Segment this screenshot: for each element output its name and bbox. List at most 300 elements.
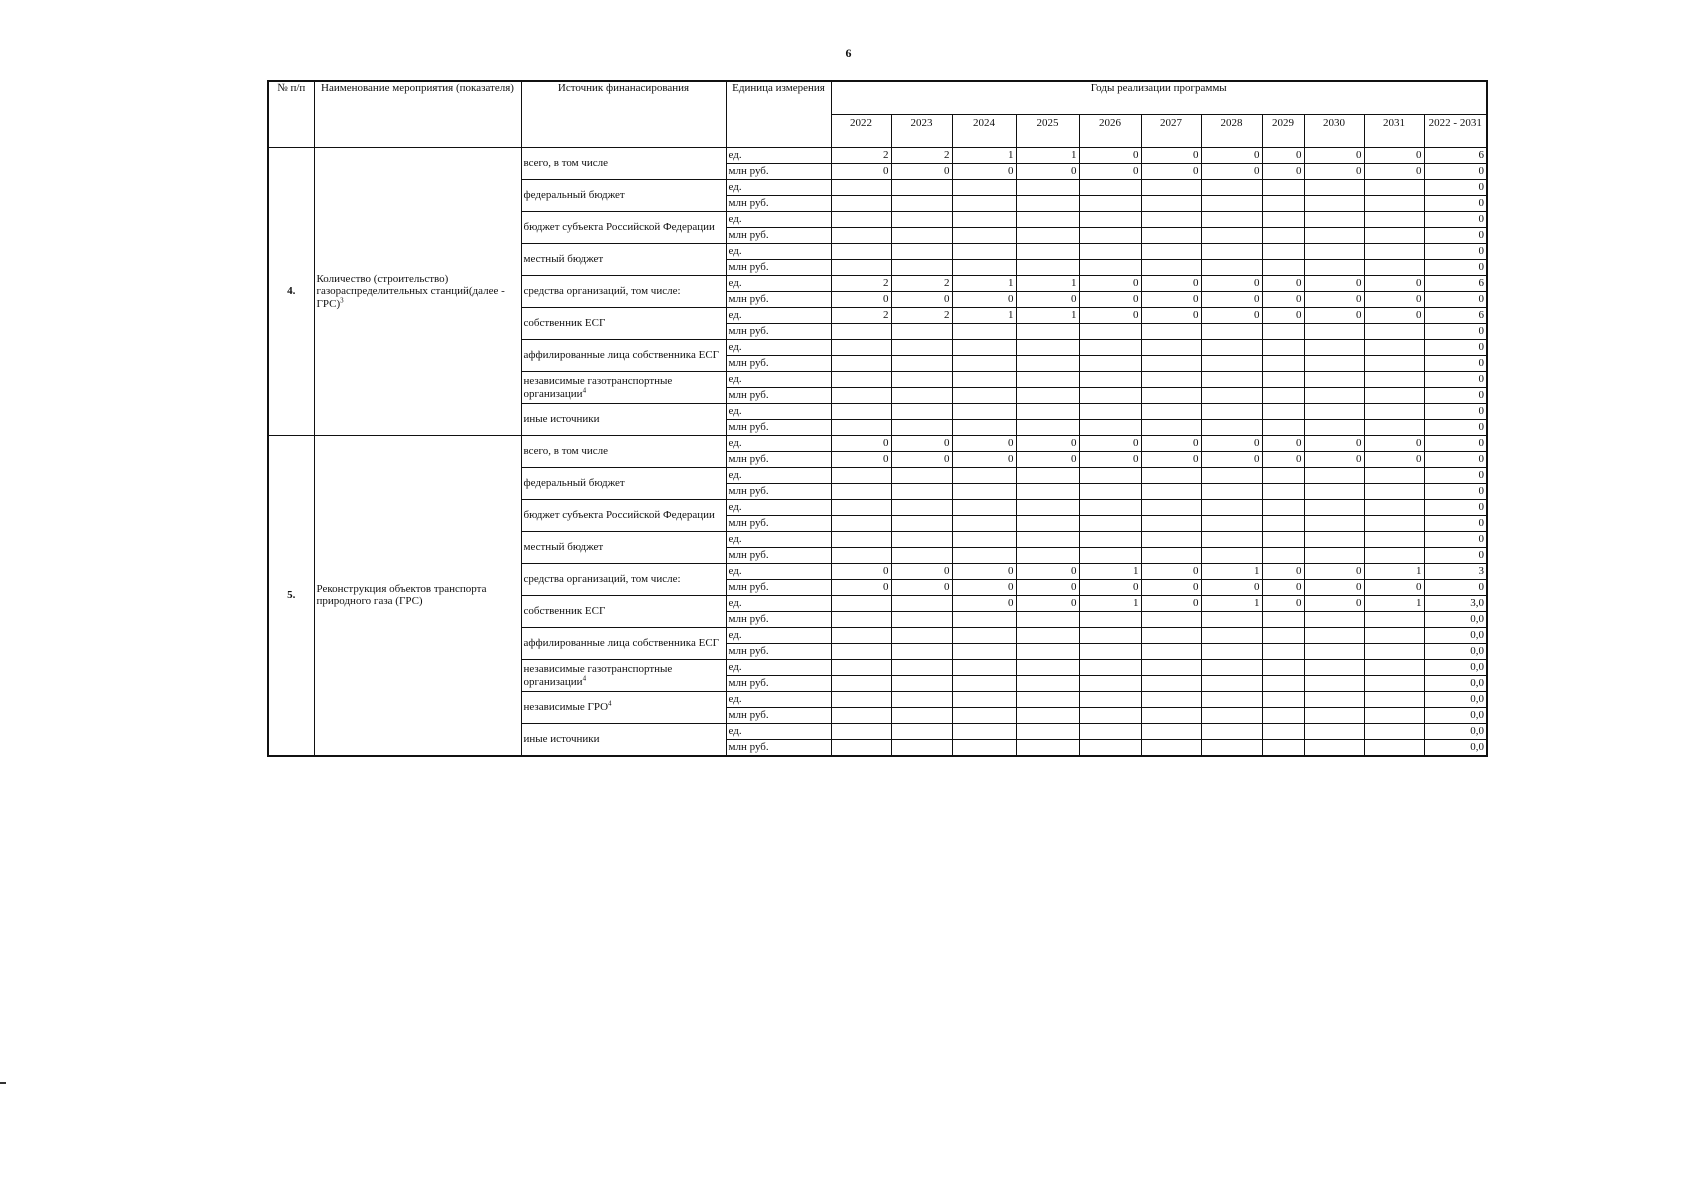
program-table [267, 80, 1488, 757]
value-cell: 0 [891, 292, 952, 308]
value-cell [891, 548, 952, 564]
source-label: собственник ЕСГ [523, 317, 606, 330]
value-cell: 0 [1141, 452, 1201, 468]
value-cell [831, 420, 891, 436]
value-cell [1364, 196, 1424, 212]
value-cell [1141, 404, 1201, 420]
value-cell [1141, 676, 1201, 692]
value-cell: 0 [1201, 292, 1262, 308]
total-cell: 0 [1424, 164, 1487, 180]
value-cell [952, 548, 1016, 564]
source-label: аффилированные лица собственника ЕСГ [523, 637, 720, 650]
value-cell [891, 532, 952, 548]
value-cell: 0 [891, 436, 952, 452]
value-cell [1262, 212, 1304, 228]
source-cell [521, 404, 726, 436]
value-cell [1364, 516, 1424, 532]
source-label: иные источники [523, 733, 600, 746]
value-cell [1079, 212, 1141, 228]
value-cell [891, 724, 952, 740]
value-cell [1304, 340, 1364, 356]
value-cell [1201, 692, 1262, 708]
value-cell: 0 [1079, 308, 1141, 324]
value-cell [1262, 740, 1304, 756]
value-cell: 0 [1201, 276, 1262, 292]
value-cell [1079, 180, 1141, 196]
value-cell [952, 468, 1016, 484]
value-cell [1262, 548, 1304, 564]
value-cell [952, 356, 1016, 372]
source-label: иные источники [523, 413, 600, 426]
value-cell [1079, 356, 1141, 372]
value-cell [891, 324, 952, 340]
total-cell: 0 [1424, 404, 1487, 420]
value-cell: 0 [1304, 596, 1364, 612]
value-cell: 0 [1304, 292, 1364, 308]
source-label: средства организаций, том числе: [523, 573, 681, 586]
source-cell [521, 148, 726, 180]
value-cell [1079, 692, 1141, 708]
source-label: местный бюджет [523, 541, 604, 554]
header-source: Источник финанасирования [521, 81, 726, 148]
value-cell [831, 660, 891, 676]
value-cell [1079, 708, 1141, 724]
value-cell [1364, 228, 1424, 244]
value-cell: 0 [1141, 276, 1201, 292]
value-cell [1262, 692, 1304, 708]
value-cell [891, 340, 952, 356]
value-cell [1079, 644, 1141, 660]
section-title-cell [314, 148, 521, 436]
value-cell [1304, 260, 1364, 276]
source-cell [521, 532, 726, 564]
value-cell [1201, 724, 1262, 740]
value-cell [1304, 692, 1364, 708]
value-cell: 0 [1304, 580, 1364, 596]
value-cell: 0 [952, 596, 1016, 612]
source-footnote: 4 [582, 673, 587, 682]
value-cell [1304, 372, 1364, 388]
header-unit: Единица измерения [726, 81, 831, 148]
value-cell [1016, 660, 1079, 676]
value-cell [1262, 420, 1304, 436]
unit-cell: ед. [726, 692, 831, 708]
unit-cell: ед. [726, 596, 831, 612]
value-cell: 0 [1079, 148, 1141, 164]
value-cell [1304, 500, 1364, 516]
value-cell: 2 [831, 148, 891, 164]
value-cell [1201, 532, 1262, 548]
total-cell: 0 [1424, 500, 1487, 516]
unit-cell: млн руб. [726, 484, 831, 500]
value-cell [1079, 244, 1141, 260]
value-cell [1364, 644, 1424, 660]
value-cell: 0 [1201, 436, 1262, 452]
value-cell [1364, 708, 1424, 724]
value-cell [1262, 516, 1304, 532]
value-cell [1364, 692, 1424, 708]
value-cell [1141, 356, 1201, 372]
value-cell [1304, 724, 1364, 740]
value-cell: 0 [1141, 564, 1201, 580]
value-cell [831, 628, 891, 644]
value-cell [1364, 388, 1424, 404]
value-cell [1016, 196, 1079, 212]
value-cell [1364, 612, 1424, 628]
value-cell: 1 [952, 276, 1016, 292]
total-cell: 0 [1424, 548, 1487, 564]
value-cell [1079, 228, 1141, 244]
value-cell [1141, 532, 1201, 548]
value-cell [1262, 356, 1304, 372]
value-cell [1141, 388, 1201, 404]
value-cell [831, 516, 891, 532]
value-cell [1364, 244, 1424, 260]
value-cell [1141, 260, 1201, 276]
table-header [268, 81, 1487, 148]
value-cell [1201, 644, 1262, 660]
value-cell [952, 724, 1016, 740]
source-cell [521, 180, 726, 212]
value-cell: 0 [831, 164, 891, 180]
total-cell: 0,0 [1424, 644, 1487, 660]
value-cell [891, 212, 952, 228]
value-cell [1364, 340, 1424, 356]
value-cell [1364, 324, 1424, 340]
value-cell: 0 [1304, 308, 1364, 324]
value-cell [952, 340, 1016, 356]
unit-cell: млн руб. [726, 580, 831, 596]
value-cell: 1 [1201, 596, 1262, 612]
value-cell [1304, 356, 1364, 372]
value-cell [1016, 740, 1079, 756]
value-cell [1079, 740, 1141, 756]
source-cell [521, 276, 726, 308]
section-index: 5. [268, 436, 314, 756]
value-cell [891, 692, 952, 708]
value-cell [1201, 180, 1262, 196]
value-cell [831, 356, 891, 372]
value-cell [1304, 676, 1364, 692]
value-cell [831, 388, 891, 404]
unit-cell: ед. [726, 468, 831, 484]
value-cell [1201, 356, 1262, 372]
value-cell [891, 516, 952, 532]
value-cell [1201, 244, 1262, 260]
value-cell [1141, 228, 1201, 244]
value-cell [831, 260, 891, 276]
source-label: федеральный бюджет [523, 477, 625, 490]
value-cell: 0 [1364, 148, 1424, 164]
source-cell [521, 340, 726, 372]
value-cell [831, 324, 891, 340]
value-cell [1016, 228, 1079, 244]
value-cell [1304, 532, 1364, 548]
value-cell [1016, 676, 1079, 692]
unit-cell: ед. [726, 436, 831, 452]
value-cell [1079, 628, 1141, 644]
value-cell [1079, 420, 1141, 436]
value-cell [1079, 468, 1141, 484]
source-cell [521, 500, 726, 532]
total-cell: 0 [1424, 484, 1487, 500]
total-cell: 0,0 [1424, 612, 1487, 628]
unit-cell: млн руб. [726, 452, 831, 468]
value-cell [952, 260, 1016, 276]
unit-cell: млн руб. [726, 644, 831, 660]
total-cell: 0 [1424, 180, 1487, 196]
value-cell [1016, 724, 1079, 740]
total-cell: 0 [1424, 388, 1487, 404]
value-cell [831, 372, 891, 388]
value-cell: 0 [1141, 436, 1201, 452]
value-cell: 0 [1141, 580, 1201, 596]
table-row [268, 436, 1487, 452]
value-cell [1201, 660, 1262, 676]
value-cell [1364, 660, 1424, 676]
unit-cell: ед. [726, 564, 831, 580]
value-cell [1141, 244, 1201, 260]
value-cell [1016, 628, 1079, 644]
value-cell [831, 468, 891, 484]
value-cell [1016, 708, 1079, 724]
value-cell [1016, 516, 1079, 532]
header-year: 2022 - 2031 [1424, 115, 1487, 148]
unit-cell: ед. [726, 404, 831, 420]
value-cell: 2 [891, 276, 952, 292]
value-cell [1016, 244, 1079, 260]
value-cell [1364, 740, 1424, 756]
value-cell [1201, 516, 1262, 532]
value-cell: 0 [1141, 308, 1201, 324]
header-year: 2030 [1304, 115, 1364, 148]
value-cell: 1 [1364, 564, 1424, 580]
value-cell [1364, 676, 1424, 692]
value-cell [1364, 180, 1424, 196]
source-cell [521, 308, 726, 340]
value-cell [1262, 340, 1304, 356]
value-cell [1079, 532, 1141, 548]
value-cell: 2 [831, 276, 891, 292]
value-cell [1201, 468, 1262, 484]
unit-cell: млн руб. [726, 164, 831, 180]
value-cell [1201, 260, 1262, 276]
value-cell [1262, 644, 1304, 660]
source-label: всего, в том числе [523, 157, 609, 170]
value-cell [1262, 676, 1304, 692]
value-cell [1304, 740, 1364, 756]
value-cell [1262, 660, 1304, 676]
value-cell: 0 [1364, 308, 1424, 324]
unit-cell: млн руб. [726, 740, 831, 756]
value-cell [1364, 212, 1424, 228]
value-cell [1141, 724, 1201, 740]
value-cell: 0 [1079, 452, 1141, 468]
value-cell [1201, 420, 1262, 436]
unit-cell: ед. [726, 532, 831, 548]
value-cell [1141, 644, 1201, 660]
value-cell [1262, 612, 1304, 628]
value-cell: 0 [1304, 148, 1364, 164]
value-cell [1201, 212, 1262, 228]
value-cell [1016, 404, 1079, 420]
value-cell [952, 404, 1016, 420]
value-cell [831, 692, 891, 708]
value-cell [831, 532, 891, 548]
value-cell [1304, 484, 1364, 500]
value-cell: 0 [952, 452, 1016, 468]
value-cell [1262, 500, 1304, 516]
unit-cell: ед. [726, 660, 831, 676]
value-cell: 0 [891, 452, 952, 468]
value-cell [891, 644, 952, 660]
value-cell: 1 [1364, 596, 1424, 612]
source-cell [521, 564, 726, 596]
header-years-title: Годы реализации программы [831, 81, 1487, 115]
value-cell: 0 [1079, 436, 1141, 452]
value-cell: 0 [1201, 580, 1262, 596]
value-cell [1079, 612, 1141, 628]
total-cell: 3 [1424, 564, 1487, 580]
source-label: независимые газотранспортные организации [523, 375, 673, 400]
value-cell [1262, 196, 1304, 212]
value-cell [1201, 628, 1262, 644]
unit-cell: ед. [726, 244, 831, 260]
value-cell [1141, 340, 1201, 356]
header-year: 2023 [891, 115, 952, 148]
value-cell: 2 [891, 308, 952, 324]
value-cell: 0 [1262, 436, 1304, 452]
header-num: № п/п [268, 81, 314, 148]
value-cell [1016, 644, 1079, 660]
value-cell [891, 420, 952, 436]
value-cell [1079, 340, 1141, 356]
section-title-cell [314, 436, 521, 756]
value-cell: 0 [831, 292, 891, 308]
value-cell [1304, 548, 1364, 564]
value-cell [891, 404, 952, 420]
value-cell: 0 [1304, 452, 1364, 468]
value-cell: 0 [831, 452, 891, 468]
value-cell [952, 708, 1016, 724]
value-cell: 0 [1262, 308, 1304, 324]
value-cell [831, 244, 891, 260]
value-cell [1304, 212, 1364, 228]
header-year: 2025 [1016, 115, 1079, 148]
value-cell: 0 [1201, 148, 1262, 164]
value-cell: 2 [831, 308, 891, 324]
total-cell: 6 [1424, 148, 1487, 164]
unit-cell: ед. [726, 724, 831, 740]
scan-edge-mark [0, 1082, 6, 1084]
value-cell [1016, 388, 1079, 404]
value-cell [831, 196, 891, 212]
value-cell [1304, 404, 1364, 420]
section-title-footnote: 3 [340, 295, 344, 304]
value-cell [1079, 324, 1141, 340]
value-cell [831, 676, 891, 692]
total-cell: 0 [1424, 196, 1487, 212]
value-cell [1141, 324, 1201, 340]
total-cell: 0 [1424, 436, 1487, 452]
total-cell: 0,0 [1424, 708, 1487, 724]
value-cell: 0 [1079, 292, 1141, 308]
value-cell: 1 [952, 308, 1016, 324]
total-cell: 0 [1424, 580, 1487, 596]
value-cell [1141, 420, 1201, 436]
value-cell [831, 724, 891, 740]
total-cell: 0,0 [1424, 676, 1487, 692]
value-cell [1304, 660, 1364, 676]
value-cell [891, 468, 952, 484]
value-cell [1262, 324, 1304, 340]
value-cell [1079, 388, 1141, 404]
source-label: федеральный бюджет [523, 189, 625, 202]
value-cell: 0 [1201, 164, 1262, 180]
value-cell [891, 180, 952, 196]
value-cell [1262, 228, 1304, 244]
value-cell: 0 [1364, 292, 1424, 308]
value-cell [952, 484, 1016, 500]
value-cell [1141, 212, 1201, 228]
value-cell: 0 [891, 164, 952, 180]
value-cell [1016, 260, 1079, 276]
header-year: 2027 [1141, 115, 1201, 148]
value-cell [1079, 372, 1141, 388]
value-cell [1304, 388, 1364, 404]
value-cell [1201, 340, 1262, 356]
value-cell [1079, 676, 1141, 692]
total-cell: 0 [1424, 452, 1487, 468]
unit-cell: ед. [726, 180, 831, 196]
value-cell [952, 244, 1016, 260]
value-cell [1201, 404, 1262, 420]
value-cell: 0 [1079, 276, 1141, 292]
value-cell: 1 [952, 148, 1016, 164]
total-cell: 0 [1424, 228, 1487, 244]
value-cell [1201, 708, 1262, 724]
value-cell: 0 [1016, 164, 1079, 180]
unit-cell: млн руб. [726, 228, 831, 244]
value-cell [891, 244, 952, 260]
value-cell [1262, 260, 1304, 276]
unit-cell: млн руб. [726, 196, 831, 212]
value-cell: 0 [1304, 276, 1364, 292]
value-cell [1016, 212, 1079, 228]
value-cell: 1 [1201, 564, 1262, 580]
value-cell [891, 196, 952, 212]
value-cell: 0 [1262, 148, 1304, 164]
value-cell [1141, 196, 1201, 212]
value-cell [831, 548, 891, 564]
value-cell [952, 372, 1016, 388]
value-cell [1016, 420, 1079, 436]
value-cell [1016, 612, 1079, 628]
total-cell: 0 [1424, 292, 1487, 308]
value-cell [891, 500, 952, 516]
header-year: 2031 [1364, 115, 1424, 148]
value-cell [1262, 468, 1304, 484]
value-cell [891, 260, 952, 276]
value-cell [1141, 708, 1201, 724]
value-cell [891, 372, 952, 388]
value-cell [1304, 228, 1364, 244]
value-cell [1079, 516, 1141, 532]
value-cell: 0 [1141, 164, 1201, 180]
section-title: Реконструкция объектов транспорта природного газа (ГРС) [316, 583, 487, 608]
unit-cell: млн руб. [726, 548, 831, 564]
value-cell [1364, 532, 1424, 548]
